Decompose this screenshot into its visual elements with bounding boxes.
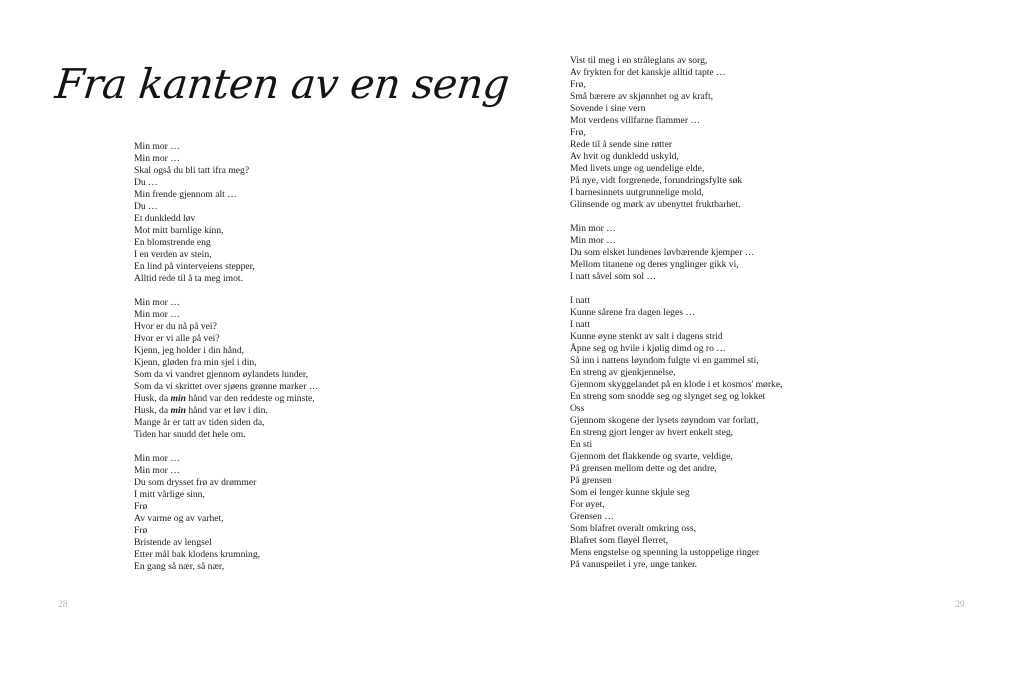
poem-line: Glinsende og mørk av ubenyttet fruktbarhet. xyxy=(570,199,741,210)
poem-line: Frø xyxy=(134,501,148,512)
poem-line: I mitt vårlige sinn, xyxy=(134,489,205,500)
left-page-text xyxy=(134,141,318,573)
poem-line: Mens engstelse og spenning la ustoppelige ringer xyxy=(570,547,760,558)
poem-line: Kunne sårene fra dagen leges … xyxy=(570,307,695,318)
poem-line: På grensen xyxy=(570,475,612,486)
poem-line: Bristende av lengsel xyxy=(134,537,212,548)
right-page-text xyxy=(570,55,782,571)
poem-line: Frø, xyxy=(570,127,586,138)
poem-line: Kunne øyne stenkt av salt i dagens strid xyxy=(570,331,723,342)
poem-line: Gjennom det flakkende og svarte, veldige, xyxy=(570,451,733,462)
poem-line: Min mor … xyxy=(134,141,180,152)
poem-line: Blafret som fløyel flerret, xyxy=(570,535,669,546)
poem-line: Etter mål bak klodens krumning, xyxy=(134,549,261,560)
poem-line: Gjennom skyggelandet på en klode i et kosmos' mørke, xyxy=(570,379,783,390)
poem-line: Av frykten for det kanskje alltid tapte … xyxy=(570,67,726,78)
poem-line: Frø, xyxy=(570,79,586,90)
poem-line: Min mor … xyxy=(570,235,616,246)
stanza-break xyxy=(570,211,782,223)
poem-line: En sti xyxy=(570,439,593,450)
stanza-break xyxy=(570,283,782,295)
poem-line: En lind på vinterveiens stepper, xyxy=(134,261,255,272)
poem-line: Et dunkledd løv xyxy=(134,213,196,224)
poem-line: Vist til meg i en stråleglans av sorg, xyxy=(570,55,708,66)
poem-line: Min mor … xyxy=(134,297,180,308)
emphasis: min xyxy=(170,393,186,404)
poem-line: Av hvit og dunkledd uskyld, xyxy=(570,151,679,162)
poem-line: På vannspeilet i yre, unge tanker. xyxy=(570,559,698,570)
poem-line: Min mor … xyxy=(134,465,180,476)
stanza-break xyxy=(134,441,318,453)
poem-line: Min mor … xyxy=(134,153,180,164)
poem-line: En streng av gjenkjennelse, xyxy=(570,367,676,378)
poem-line: Husk, da min hånd var den reddeste og minste, xyxy=(134,393,315,404)
poem-line: Husk, da min hånd var et løv i din. xyxy=(134,405,268,416)
poem-line: En streng som snodde seg og slynget seg og lokket xyxy=(570,391,766,402)
poem-title: Fra kanten av en seng xyxy=(52,60,512,108)
poem-line: Oss xyxy=(570,403,585,414)
poem-line: Min mor … xyxy=(134,309,180,320)
poem-line: I en verden av stein, xyxy=(134,249,212,260)
poem-line: Hvor er du nå på vei? xyxy=(134,321,217,332)
poem-line: Mange år er tatt av tiden siden da, xyxy=(134,417,265,428)
poem-line: Gjennom skogene der lysets røyndom var forlatt, xyxy=(570,415,759,426)
poem-line: Skal også du bli tatt ifra meg? xyxy=(134,165,250,176)
poem-line: Sovende i sine vern xyxy=(570,103,646,114)
poem-line: I natt xyxy=(570,319,590,330)
poem-line: Som blafret overalt omkring oss, xyxy=(570,523,697,534)
poem-line: Som da vi skrittet over sjøens grønne marker … xyxy=(134,381,319,392)
poem-line: Min mor … xyxy=(134,453,180,464)
poem-line: En blomstrende eng xyxy=(134,237,211,248)
poem-line: Med livets unge og uendelige elde, xyxy=(570,163,705,174)
stanza-break xyxy=(134,285,318,297)
poem-line: Min frende gjennom alt … xyxy=(134,189,237,200)
poem-line: Du … xyxy=(134,177,158,188)
poem-line: Du … xyxy=(134,201,158,212)
poem-line: Som da vi vandret gjennom øylandets lunder, xyxy=(134,369,309,380)
poem-line: Kjenn, jeg holder i din hånd, xyxy=(134,345,245,356)
poem-line: For øyet, xyxy=(570,499,605,510)
poem-line: Åpne seg og hvile i kjølig dimd og ro … xyxy=(570,343,726,354)
page-number-left: 28 xyxy=(58,600,68,610)
poem-line: Mot mitt barnlige kinn, xyxy=(134,225,224,236)
poem-line: Min mor … xyxy=(570,223,616,234)
poem-line: Frø xyxy=(134,525,148,536)
poem-line: Mot verdens villfarne flammer … xyxy=(570,115,701,126)
poem-line: Av varme og av varhet, xyxy=(134,513,224,524)
poem-line: Du som drysset frø av drømmer xyxy=(134,477,257,488)
poem-line: Hvor er vi alle på vei? xyxy=(134,333,220,344)
poem-line: I natt såvel som sol … xyxy=(570,271,657,282)
poem-line: I barnesinnets uutgrunnelige mold, xyxy=(570,187,704,198)
poem-line: Rede til å sende sine røtter xyxy=(570,139,673,150)
poem-line: Grensen … xyxy=(570,511,614,522)
poem-line: Tiden har snudd det hele om. xyxy=(134,429,246,440)
poem-line: Alltid rede til å ta meg imot. xyxy=(134,273,243,284)
poem-line: Mellom titanene og deres ynglinger gikk vi, xyxy=(570,259,739,270)
poem-line: En gang så nær, så nær, xyxy=(134,561,225,572)
poem-line: På grensen mellom dette og det andre, xyxy=(570,463,717,474)
poem-line: Kjenn, gløden fra min sjel i din, xyxy=(134,357,257,368)
emphasis: min xyxy=(170,405,186,416)
poem-line: På nye, vidt forgrenede, forundringsfylte søk xyxy=(570,175,743,186)
poem-line: Så inn i nattens løyndom fulgte vi en gammel sti, xyxy=(570,355,759,366)
poem-line: Som ei lenger kunne skjule seg xyxy=(570,487,690,498)
poem-line: Du som elsket lundenes løvbærende kjemper … xyxy=(570,247,755,258)
poem-line: I natt xyxy=(570,295,590,306)
page-number-right: 29 xyxy=(955,600,965,610)
poem-line: Små bærere av skjønnhet og av kraft, xyxy=(570,91,714,102)
poem-line: En streng gjort lenger av hvert enkelt steg, xyxy=(570,427,734,438)
